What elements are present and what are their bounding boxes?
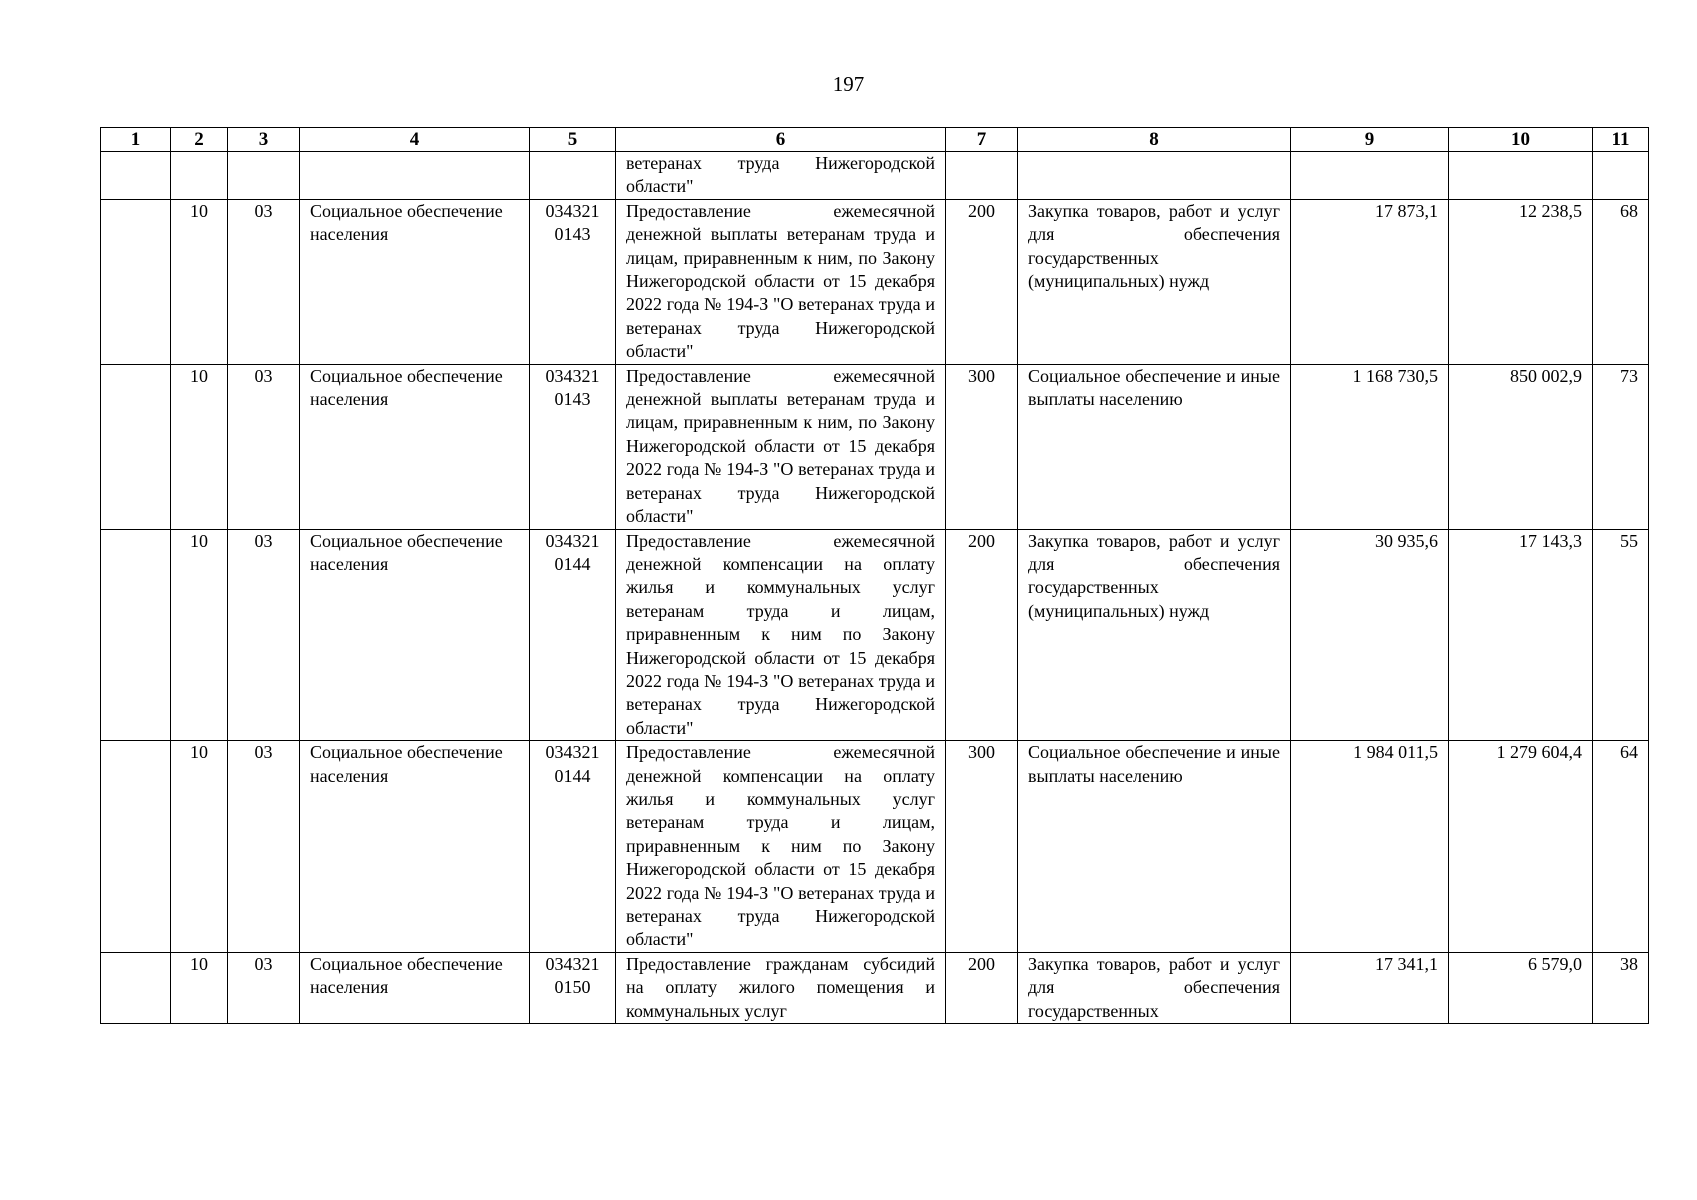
cell-target-code: 034321 0144 xyxy=(530,741,616,953)
cell-plan: 30 935,6 xyxy=(1291,529,1449,741)
cell-actual: 12 238,5 xyxy=(1449,199,1593,364)
cell-actual: 17 143,3 xyxy=(1449,529,1593,741)
cell-description: Предоставление гражданам субсидий на оплату жилого помещения и коммунальных услуг xyxy=(616,952,946,1023)
cell-actual: 1 279 604,4 xyxy=(1449,741,1593,953)
column-header: 3 xyxy=(228,128,300,152)
cell-target-code: 034321 0143 xyxy=(530,364,616,529)
cell-expense-type: 300 xyxy=(946,741,1018,953)
cell-section: 10 xyxy=(171,741,228,953)
cell-expense-name: Закупка товаров, работ и услуг для обеспечения государственных (муниципальных) нужд xyxy=(1018,529,1291,741)
cell-plan: 1 168 730,5 xyxy=(1291,364,1449,529)
cell-percent: 68 xyxy=(1593,199,1649,364)
column-header: 7 xyxy=(946,128,1018,152)
column-header: 5 xyxy=(530,128,616,152)
table-row xyxy=(101,364,1649,529)
column-header: 8 xyxy=(1018,128,1291,152)
cell-section-name: Социальное обеспечение населения xyxy=(300,529,530,741)
cell-expense-type: 200 xyxy=(946,199,1018,364)
continuation-row xyxy=(101,152,1649,200)
cell-percent: 38 xyxy=(1593,952,1649,1023)
column-header: 11 xyxy=(1593,128,1649,152)
cell-percent: 55 xyxy=(1593,529,1649,741)
cell-expense-name: Социальное обеспечение и иные выплаты населению xyxy=(1018,741,1291,953)
cell-expense-name: Социальное обеспечение и иные выплаты населению xyxy=(1018,364,1291,529)
cell-plan: 1 984 011,5 xyxy=(1291,741,1449,953)
cell-percent: 64 xyxy=(1593,741,1649,953)
cell-section-name: Социальное обеспечение населения xyxy=(300,741,530,953)
column-header: 1 xyxy=(101,128,171,152)
cell-section-name: Социальное обеспечение населения xyxy=(300,364,530,529)
table-row xyxy=(101,952,1649,1023)
cell-section: 10 xyxy=(171,529,228,741)
table-row xyxy=(101,741,1649,953)
header-row xyxy=(101,128,1649,152)
cell-target-code: 034321 0144 xyxy=(530,529,616,741)
cell-expense-type: 200 xyxy=(946,952,1018,1023)
column-header: 2 xyxy=(171,128,228,152)
cell-section: 10 xyxy=(171,952,228,1023)
cell-section: 10 xyxy=(171,199,228,364)
cell-expense-name: Закупка товаров, работ и услуг для обеспечения государственных xyxy=(1018,952,1291,1023)
cell-subsection: 03 xyxy=(228,199,300,364)
cell-subsection: 03 xyxy=(228,529,300,741)
cell-description: ветеранах труда Нижегородской области" xyxy=(616,152,946,200)
cell-expense-name: Закупка товаров, работ и услуг для обеспечения государственных (муниципальных) нужд xyxy=(1018,199,1291,364)
cell-plan: 17 341,1 xyxy=(1291,952,1449,1023)
cell-actual: 850 002,9 xyxy=(1449,364,1593,529)
cell-description: Предоставление ежемесячной денежной выплаты ветеранам труда и лицам, приравненным к ним, по Закону Нижегородской области от 15 декабря 2022 года № 194-З "О ветеранах труда и ветеранах труда Нижегородской области" xyxy=(616,199,946,364)
cell-expense-type: 300 xyxy=(946,364,1018,529)
cell-percent: 73 xyxy=(1593,364,1649,529)
table-row xyxy=(101,529,1649,741)
cell-subsection: 03 xyxy=(228,364,300,529)
column-header: 4 xyxy=(300,128,530,152)
cell-actual: 6 579,0 xyxy=(1449,952,1593,1023)
table-row xyxy=(101,199,1649,364)
cell-subsection: 03 xyxy=(228,952,300,1023)
cell-plan: 17 873,1 xyxy=(1291,199,1449,364)
cell-subsection: 03 xyxy=(228,741,300,953)
cell-description: Предоставление ежемесячной денежной компенсации на оплату жилья и коммунальных услуг ветеранам труда и лицам, приравненным к ним по Закону Нижегородской области от 15 декабря 2022 года № 194-З "О ветеранах труда и ветеранах труда Нижегородской области" xyxy=(616,741,946,953)
page-number: 197 xyxy=(832,72,865,96)
cell-section: 10 xyxy=(171,364,228,529)
column-header: 9 xyxy=(1291,128,1449,152)
cell-description: Предоставление ежемесячной денежной компенсации на оплату жилья и коммунальных услуг ветеранам труда и лицам, приравненным к ним по Закону Нижегородской области от 15 декабря 2022 года № 194-З "О ветеранах труда и ветеранах труда Нижегородской области" xyxy=(616,529,946,741)
column-header: 10 xyxy=(1449,128,1593,152)
cell-target-code: 034321 0143 xyxy=(530,199,616,364)
cell-section-name: Социальное обеспечение населения xyxy=(300,199,530,364)
column-header: 6 xyxy=(616,128,946,152)
cell-target-code: 034321 0150 xyxy=(530,952,616,1023)
cell-description: Предоставление ежемесячной денежной выплаты ветеранам труда и лицам, приравненным к ним, по Закону Нижегородской области от 15 декабря 2022 года № 194-З "О ветеранах труда и ветеранах труда Нижегородской области" xyxy=(616,364,946,529)
cell-expense-type: 200 xyxy=(946,529,1018,741)
budget-table xyxy=(100,127,1649,1024)
cell-section-name: Социальное обеспечение населения xyxy=(300,952,530,1023)
